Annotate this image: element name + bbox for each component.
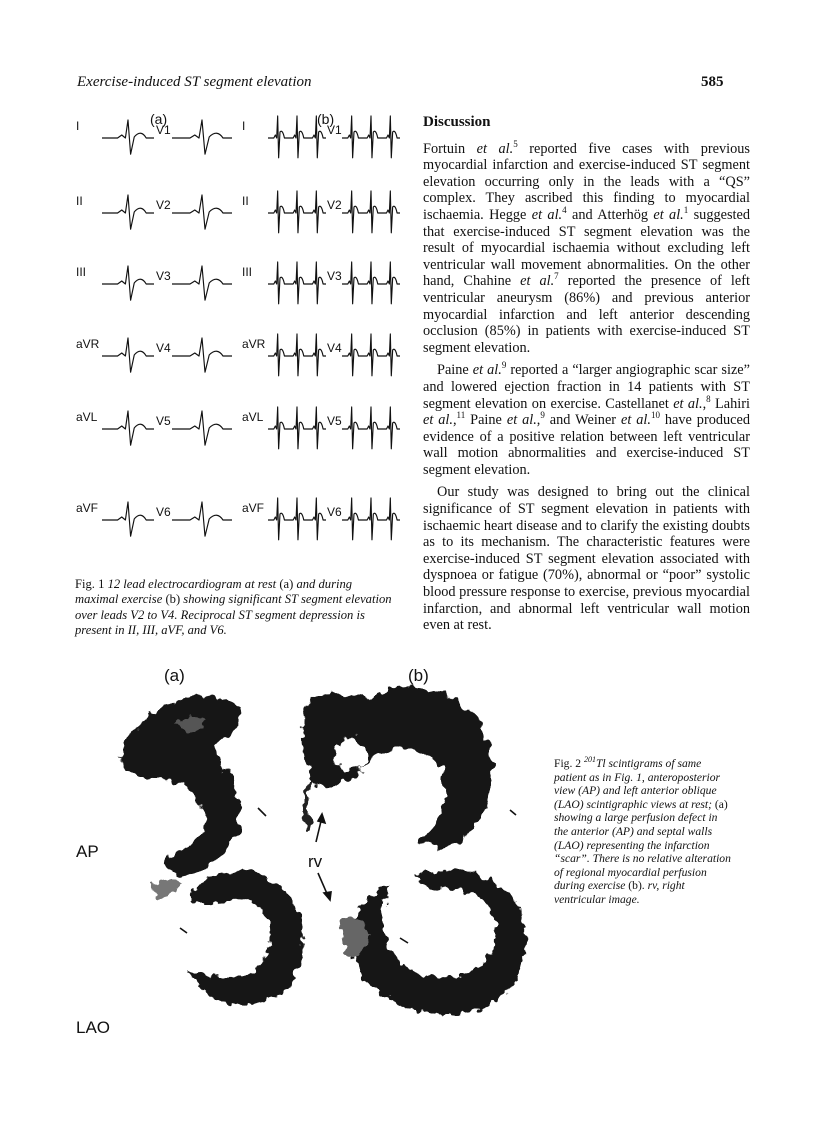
trace-rest-V4 [172,338,232,372]
trace-exercise-aVR [268,334,326,376]
arrow-lao-rest [180,928,187,933]
trace-exercise-III [268,262,326,304]
trace-rest-aVL [102,411,154,445]
trace-rest-II [102,195,154,229]
trace-exercise-V3 [342,262,400,304]
arrow-lao-exercise [400,938,408,943]
trace-exercise-V4 [342,334,400,376]
panel-b-label: (b) [317,111,335,127]
lead-label-a-V2: V2 [156,198,171,212]
lead-label-b-V3: V3 [327,269,342,283]
trace-exercise-V2 [342,191,400,233]
lead-label-a-V4: V4 [156,341,171,355]
figure-2-scintigrams [70,660,550,1060]
trace-rest-V1 [172,120,232,154]
ecg-traces [72,108,402,578]
lead-label-a-V1: V1 [156,123,171,137]
scint-panel-b-label: (b) [408,666,429,685]
scintigram-lao-exercise [340,870,526,1014]
figure-2-caption [554,757,732,907]
trace-exercise-V1 [342,116,400,158]
discussion-heading: Discussion [423,114,491,130]
caption-and-during: and during maximal exercise [75,577,353,607]
lead-label-b-III: III [242,265,253,279]
ap-label: AP [76,842,99,861]
figure-2-caption-end: rv, right ventricular image. [554,879,685,906]
caption-b: (b) [165,592,181,607]
lead-label-b-V5: V5 [327,414,342,428]
scint-panel-a-label: (a) [164,666,185,685]
discussion-paragraph-2: Paine et al.$^9$ reported a “larger angiographic scar size” and lowered ejection fraction in 14 patients with ST segment elevation on exercise. Castellanet et al.,$^8$ Lahiri et al.,$^{11}$ Paine et al.,$^9$ and Weiner et al.$^{10}$ have produced evidence of a positive relation between left ventricular wall motion abnormalities and exercise-induced ST segment elevation. [423,360,750,478]
lead-label-b-V4: V4 [327,341,342,355]
running-head: Exercise-induced ST segment elevation [77,74,312,90]
figure-1-caption-text: 12 lead electrocardiogram at rest [107,577,280,591]
lead-label-b-V2: V2 [327,198,342,212]
trace-exercise-II [268,191,326,233]
lead-label-a-aVF: aVF [76,501,99,515]
lead-label-a-aVR: aVR [76,337,100,351]
discussion-paragraph-3: Our study was designed to bring out the clinical significance of ST segment elevation in patients with ischaemic heart disease and to clarify the existing doubts as to its mechanism. The characteristic features were exercise-induced ST segment elevation associated with dyspnoea or fatigue (70%), abnormal or “poor” systolic blood pressure response to exercise, previous myocardial infarction, and abnormal left ventricular wall motion even at rest. [423,484,750,634]
scintigram-ap-exercise [303,686,490,847]
trace-rest-V3 [172,266,232,300]
scintigram-images [70,660,550,1060]
caption-a: (a) [279,577,294,591]
figure-1-caption [75,577,397,638]
trace-rest-III [102,266,154,300]
arrow-rv-up-head [318,814,325,823]
lead-label-b-V6: V6 [327,505,342,519]
lead-label-b-aVR: aVR [242,337,266,351]
trace-exercise-V5 [342,407,400,449]
lead-label-a-V6: V6 [156,505,171,519]
trace-exercise-aVL [268,407,326,449]
lead-label-a-aVL: aVL [76,410,98,424]
trace-rest-V2 [172,195,232,229]
lead-label-a-I: I [76,119,80,133]
arrow-ap-rest [258,808,266,816]
lead-label-b-aVF: aVF [242,501,265,515]
lead-label-a-II: II [76,194,83,208]
page-number: 585 [701,74,724,90]
rv-label: rv [308,852,323,871]
trace-rest-aVF [102,502,154,536]
figure-1-caption-label: Fig. 1 [75,577,105,591]
lead-label-b-V1: V1 [327,123,342,137]
discussion-section [423,114,750,640]
lead-label-b-II: II [242,194,249,208]
discussion-paragraph-1: Fortuin et al.$^5$ reported five cases with previous myocardial infarction and exercise-induced ST segment elevation occurring only in the leads with a “QS” complex. They ascribed this finding to myocardial ischaemia. Hegge et al.$^4$ and Atterhög et al.$^1$ suggested that exercise-induced ST segment elevation was the result of myocardial ischaemia without excluding left ventricular wall movement abnormalities. On the other hand, Chahine et al.$^7$ reported the presence of left ventricular aneurysm (86%) and previous anterior myocardial infarction and left anterior descending occlusion (85%) in patients with exercise-induced ST segment elevation. [423,138,751,356]
figure-2-caption-text: $^{201}$Tl scintigrams of same patient as in Fig. 1, anteroposterior view (AP) and left anterior oblique (LAO) scintigraphic views at rest; [554,755,721,811]
trace-exercise-aVF [268,498,326,540]
lead-label-a-V3: V3 [156,269,171,283]
lead-label-b-I: I [242,119,246,133]
trace-rest-I [102,120,154,154]
arrow-ap-exercise [510,810,516,815]
caption-rest: showing significant ST segment elevation over leads V2 to V4. Reciprocal ST segment depression is present in II, III, aVF, and V6. [75,592,392,637]
figure-2-caption-label: Fig. 2 [554,757,582,770]
caption-b2: (b). [628,879,645,893]
trace-rest-V6 [172,502,232,536]
arrow-rv-down-head [324,892,331,900]
trace-exercise-V6 [342,498,400,540]
lead-label-a-V5: V5 [156,414,171,428]
panel-a-label: (a) [150,111,168,127]
scintigram-ap-rest [120,697,241,875]
lead-label-b-aVL: aVL [242,410,264,424]
caption-a2: (a) [714,797,728,811]
trace-rest-aVR [102,338,154,372]
figure-2-caption-cont: showing a large perfusion defect in the anterior (AP) and septal walls (LAO) representing the infarction “scar”. There is no relative alteration of regional myocardial perfusion during exercise [554,811,731,893]
figure-1-ecg [72,108,402,578]
lao-label: LAO [76,1018,111,1037]
trace-rest-V5 [172,411,232,445]
lead-label-a-III: III [76,265,87,279]
scintigram-lao-rest [150,871,303,1005]
